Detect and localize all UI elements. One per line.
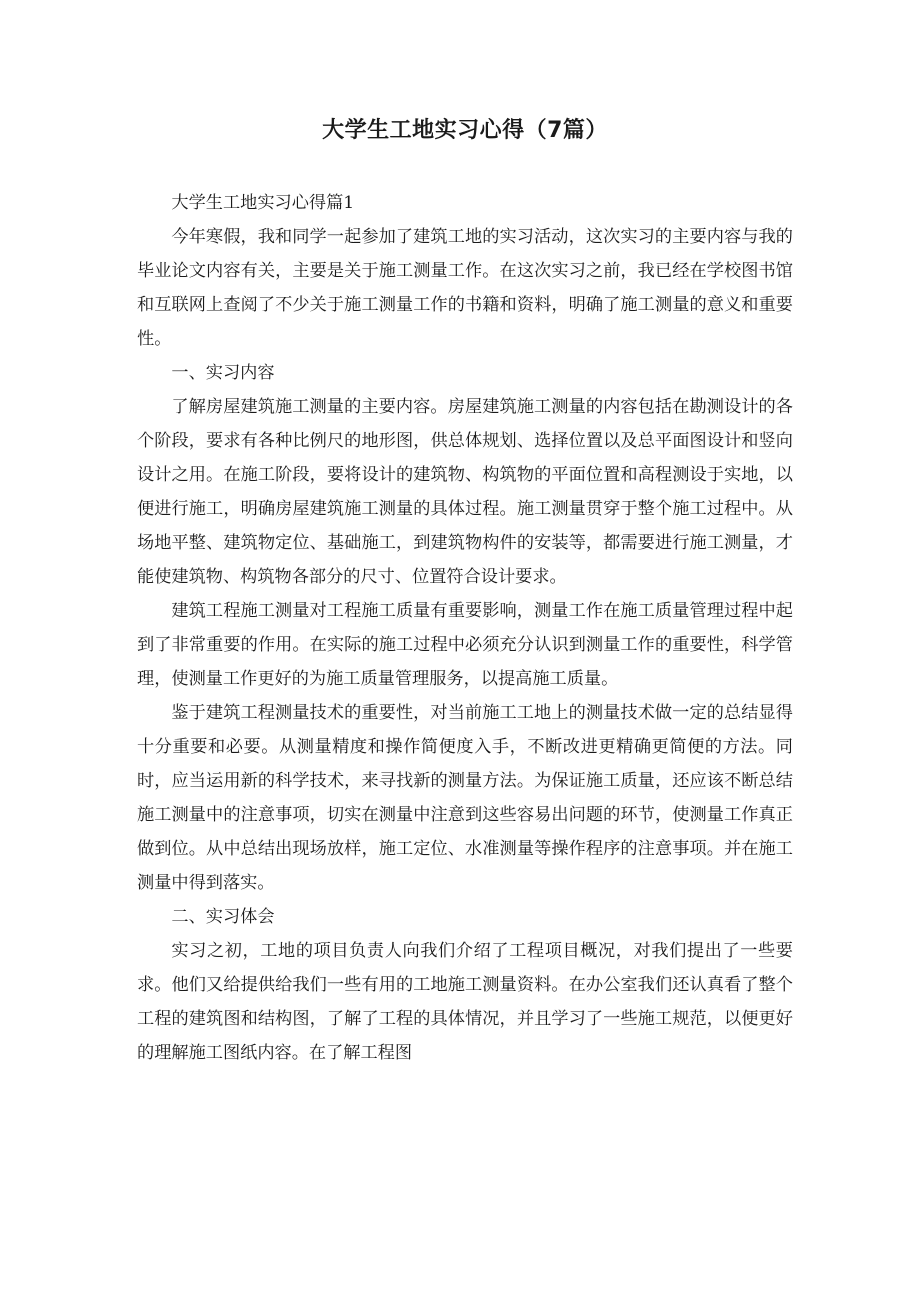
- paragraph-experience-1: 实习之初，工地的项目负责人向我们介绍了工程项目概况，对我们提出了一些要求。他们又给提供给我们一些有用的工地施工测量资料。在办公室我们还认真看了整个工程的建筑图和结构图，了解了工程的具体情况，并且学习了一些施工规范，以便更好的理解施工图纸内容。在了解工程图: [137, 941, 793, 1063]
- paragraph-content-1: 了解房屋建筑施工测量的主要内容。房屋建筑施工测量的内容包括在勘测设计的各个阶段，要求有各种比例尺的地形图，供总体规划、选择位置以及总平面图设计和竖向设计之用。在施工阶段，要将设计的建筑物、构筑物的平面位置和高程测设于实地，以便进行施工，明确房屋建筑施工测量的具体过程。施工测量贯穿于整个施工过程中。从场地平整、建筑物定位、基础施工，到建筑物构件的安装等，都需要进行施工测量，才能使建筑物、构筑物各部分的尺寸、位置符合设计要求。: [137, 397, 793, 587]
- paragraph-content-3: 鉴于建筑工程测量技术的重要性，对当前施工工地上的测量技术做一定的总结显得十分重要和必要。从测量精度和操作简便度入手，不断改进更精确更简便的方法。同时，应当运用新的科学技术，来寻找新的测量方法。为保证施工质量，还应该不断总结施工测量中的注意事项，切实在测量中注意到这些容易出问题的环节，使测量工作真正做到位。从中总结出现场放样，施工定位、水准测量等操作程序的注意事项。并在施工测量中得到落实。: [137, 703, 793, 893]
- document-title: 大学生工地实习心得（7篇）: [322, 118, 608, 143]
- article-subtitle: 大学生工地实习心得篇1: [171, 193, 355, 213]
- section-heading-content: 一、实习内容: [171, 363, 275, 383]
- document-page: [137, 110, 793, 1070]
- section-heading-experience: 二、实习体会: [171, 907, 275, 927]
- paragraph-content-2: 建筑工程施工测量对工程施工质量有重要影响，测量工作在施工质量管理过程中起到了非常重要的作用。在实际的施工过程中必须充分认识到测量工作的重要性，科学管理，使测量工作更好的为施工质量管理服务，以提高施工质量。: [137, 601, 793, 689]
- paragraph-intro: 今年寒假，我和同学一起参加了建筑工地的实习活动，这次实习的主要内容与我的毕业论文内容有关，主要是关于施工测量工作。在这次实习之前，我已经在学校图书馆和互联网上查阅了不少关于施工测量工作的书籍和资料，明确了施工测量的意义和重要性。: [137, 227, 793, 349]
